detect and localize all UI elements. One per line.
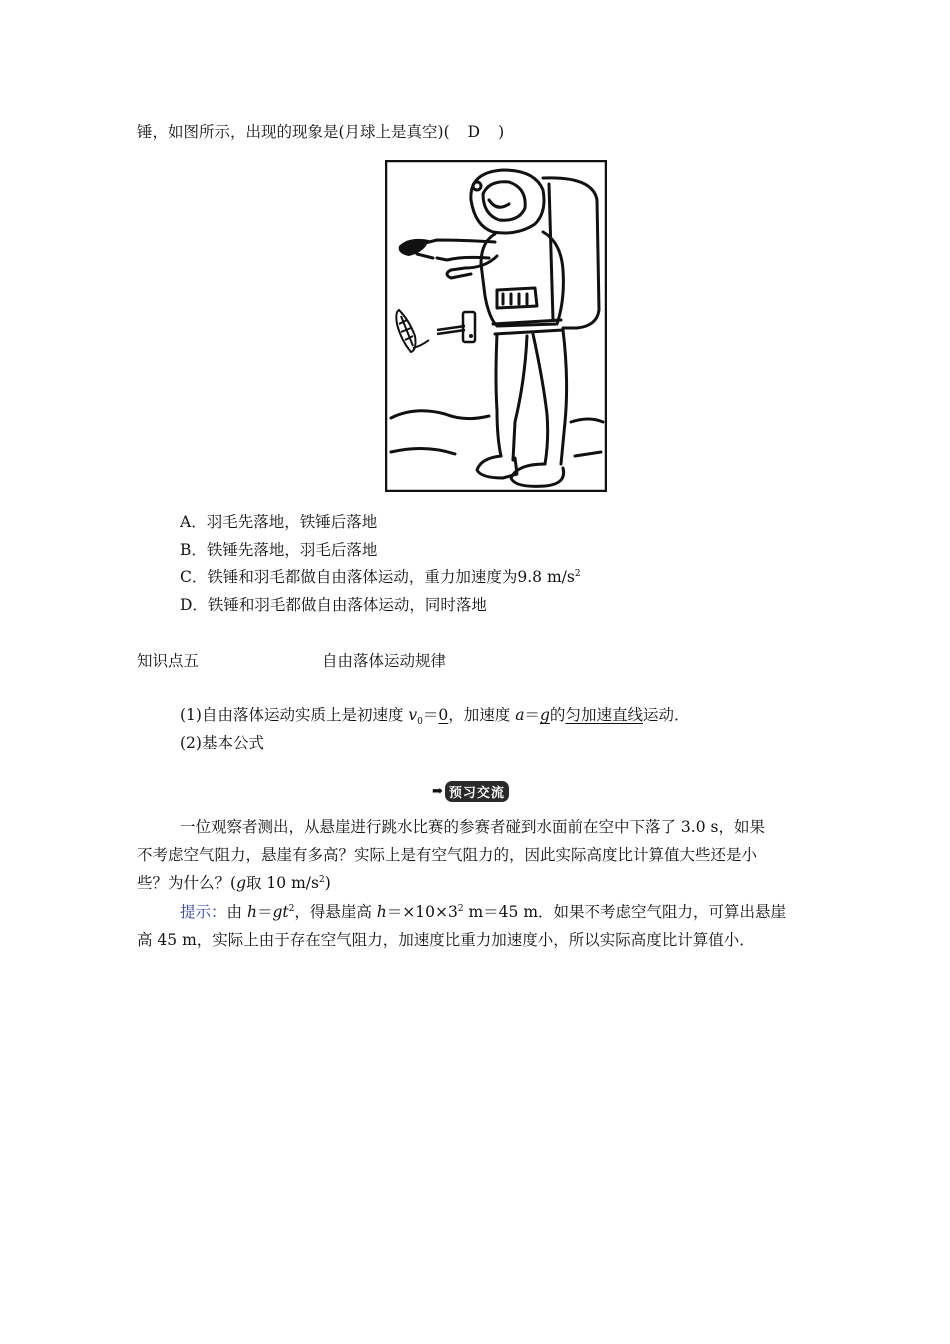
problem-line3-a: 些？为什么？( [137,874,237,892]
preview-exchange-badge [432,781,509,802]
p1-text-e: 的 [549,706,566,724]
p1-var-v: v [408,706,418,724]
p1-text-c: ，加速度 [448,706,516,724]
option-c-superscript: 2 [574,568,581,579]
hint-eq: ＝ [256,903,273,921]
problem-line3-sup: 2 [318,874,325,885]
problem-line3-b: 取 10 m/s [246,874,319,892]
p1-blank-zero: 0 [438,706,449,724]
astronaut-illustration [385,160,607,492]
p1-var-v-sub: 0 [417,717,423,728]
p1-text-f: 运动． [642,706,690,724]
option-d: D．铁锤和羽毛都做自由落体运动，同时落地 [180,596,487,614]
problem-line-1: 一位观察者测出，从悬崖进行跳水比赛的参赛者碰到水面前在空中下落了 3.0 s，如果 [180,818,765,836]
content-paragraph-1 [180,704,689,726]
hint-l1-c: ，得悬崖高 [294,903,377,921]
hint-var-h2: h [376,903,387,921]
hint-label: 提示： [180,903,227,921]
answer-close-paren: ) [498,123,505,141]
option-c [180,566,581,588]
question-stem [137,121,504,143]
section-label: 知识点五 [137,652,200,670]
hint-sup2: 2 [457,903,464,914]
answer-letter: D [467,123,481,141]
badge-label: 预习交流 [445,781,509,802]
content-paragraph-2: (2)基本公式 [180,734,264,752]
option-c-text: C．铁锤和羽毛都做自由落体运动，重力加速度为9.8 m/s [180,568,575,586]
option-b: B．铁锤先落地，羽毛后落地 [180,541,378,559]
section-title: 自由落体运动规律 [322,652,447,670]
arrow-right-icon: ➡ [432,784,443,799]
option-a: A．羽毛先落地，铁锤后落地 [180,513,378,531]
problem-line-3 [137,872,331,894]
p1-var-a: a [515,706,525,724]
p1-eq: ＝ [422,706,439,724]
p1-text-a: (1)自由落体运动实质上是初速度 [180,706,409,724]
hint-l1-a: 由 [226,903,247,921]
p1-blank-motion: 匀加速直线 [565,706,643,724]
hint-line-1 [180,901,786,923]
hint-l1-e: m＝45 m．如果不考虑空气阻力，可算出悬崖 [463,903,787,921]
p1-blank-g: g [539,706,550,724]
problem-line-2: 不考虑空气阻力，悬崖有多高？实际上是有空气阻力的，因此实际高度比计算值大些还是小 [137,846,758,864]
question-stem-text: 锤，如图所示，出现的现象是(月球上是真空)( [137,123,450,141]
hint-line-2: 高 45 m，实际上由于存在空气阻力，加速度比重力加速度小，所以实际高度比计算值小． [137,931,755,949]
problem-var-g: g [236,874,246,892]
hint-var-gt: gt [272,903,289,921]
problem-line3-c: ) [324,874,331,892]
p1-eq-2: ＝ [524,706,540,724]
hint-var-h: h [246,903,257,921]
hint-l1-d: ＝×10×3 [386,903,458,921]
hint-sup: 2 [288,903,295,914]
